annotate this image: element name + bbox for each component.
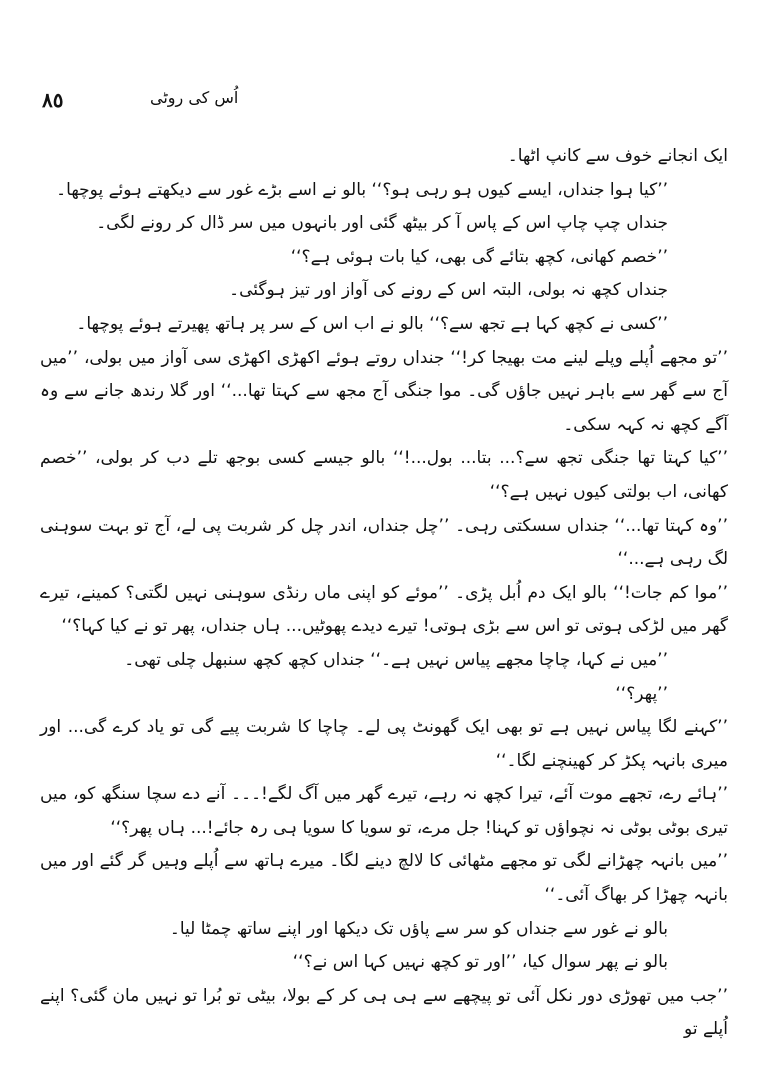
- paragraph: بالو نے پھر سوال کیا، ’’اور تو کچھ نہیں کہا اس نے؟‘‘: [292, 952, 668, 973]
- paragraph: جنداں کچھ نہ بولی، البتہ اس کے رونے کی آواز اور تیز ہوگئی۔: [229, 280, 668, 301]
- paragraph: ’’پھر؟‘‘: [615, 683, 668, 704]
- paragraph: ایک انجانے خوف سے کانپ اٹھا۔: [507, 146, 728, 166]
- paragraph: ’’ہائے رے، تجھے موت آئے، تیرا کچھ نہ رہے، تیرے گھر میں آگ لگے!۔۔۔ آنے دے سچا سنگھ کو، میں تیری بوٹی بوٹی نہ نچواؤں تو کہنا! جل مرے، تو سویا کا سویا ہی رہ جائے!... ہاں پھر؟‘‘: [40, 784, 728, 838]
- running-title: اُس کی روٹی: [150, 88, 239, 107]
- paragraph: بالو نے غور سے جنداں کو سر سے پاؤں تک دیکھا اور اپنے ساتھ چمٹا لیا۔: [169, 918, 668, 939]
- story-text: [40, 140, 728, 1047]
- paragraph: ’’کیا کہتا تھا جنگی تجھ سے؟... بتا... بول...!‘‘ بالو جیسے کسی بوجھ تلے دب کر بولی، ’’خصم کھانی، اب بولتی کیوں نہیں ہے؟‘‘: [40, 448, 728, 502]
- paragraph: ’’وہ کہتا تھا...‘‘ جنداں سسکتی رہی۔ ’’چل جنداں، اندر چل کر شربت پی لے، آج تو بہت سوہنی لگ رہی ہے...‘‘: [40, 515, 728, 570]
- paragraph: ’’کہنے لگا پیاس نہیں ہے تو بھی ایک گھونٹ پی لے۔ چاچا کا شربت پیے گی تو یاد کرے گی... اور میری بانہہ پکڑ کر کھینچنے لگا۔‘‘: [40, 717, 728, 771]
- paragraph: جنداں چپ چاپ اس کے پاس آ کر بیٹھ گئی اور بانہوں میں سر ڈال کر رونے لگی۔: [96, 213, 668, 234]
- page-header: [0, 84, 761, 116]
- paragraph: ’’میں نے کہا، چاچا مجھے پیاس نہیں ہے۔‘‘ جنداں کچھ کچھ سنبھل چلی تھی۔: [124, 649, 668, 670]
- paragraph: ’’کسی نے کچھ کہا ہے تجھ سے؟‘‘ بالو نے اب اس کے سر پر ہاتھ پھیرتے ہوئے پوچھا۔: [76, 313, 668, 334]
- page-number: ٨٥: [42, 88, 64, 112]
- paragraph: ’’موا کم جات!‘‘ بالو ایک دم اُبل پڑی۔ ’’موئے کو اپنی ماں رنڈی سوہنی نہیں لگتی؟ کمینے، تیرے گھر میں لڑکی ہوتی تو اس سے بڑی ہوتی! تیرے دیدے پھوٹیں... ہاں جنداں، پھر تو نے کیا کہا؟‘‘: [40, 582, 728, 637]
- paragraph: ’’جب میں تھوڑی دور نکل آئی تو پیچھے سے ہی ہی کر کے بولا، بیٹی تو بُرا تو نہیں مان گئی؟ اپنے اُپلے تو: [40, 985, 728, 1040]
- paragraph: ’’میں بانہہ چھڑانے لگی تو مجھے مٹھائی کا لالچ دینے لگا۔ میرے ہاتھ سے اُپلے وہیں گر گئے اور میں بانہہ چھڑا کر بھاگ آئی۔‘‘: [40, 851, 728, 906]
- paragraph: ’’کیا ہوا جنداں، ایسے کیوں ہو رہی ہو؟‘‘ بالو نے اسے بڑے غور سے دیکھتے ہوئے پوچھا۔: [56, 179, 668, 200]
- paragraph: ’’تو مجھے اُپلے وپلے لینے مت بھیجا کر!‘‘ جنداں روتے ہوئے اکھڑی اکھڑی سی آواز میں بولی، ’’میں آج سے گھر سے باہر نہیں جاؤں گی۔ موا جنگی آج مجھ سے کہتا تھا...‘‘ اور گلا رندھ جانے سے وہ آگے کچھ نہ کہہ سکی۔: [40, 347, 728, 435]
- paragraph: ’’خصم کھانی، کچھ بتائے گی بھی، کیا بات ہوئی ہے؟‘‘: [290, 246, 668, 267]
